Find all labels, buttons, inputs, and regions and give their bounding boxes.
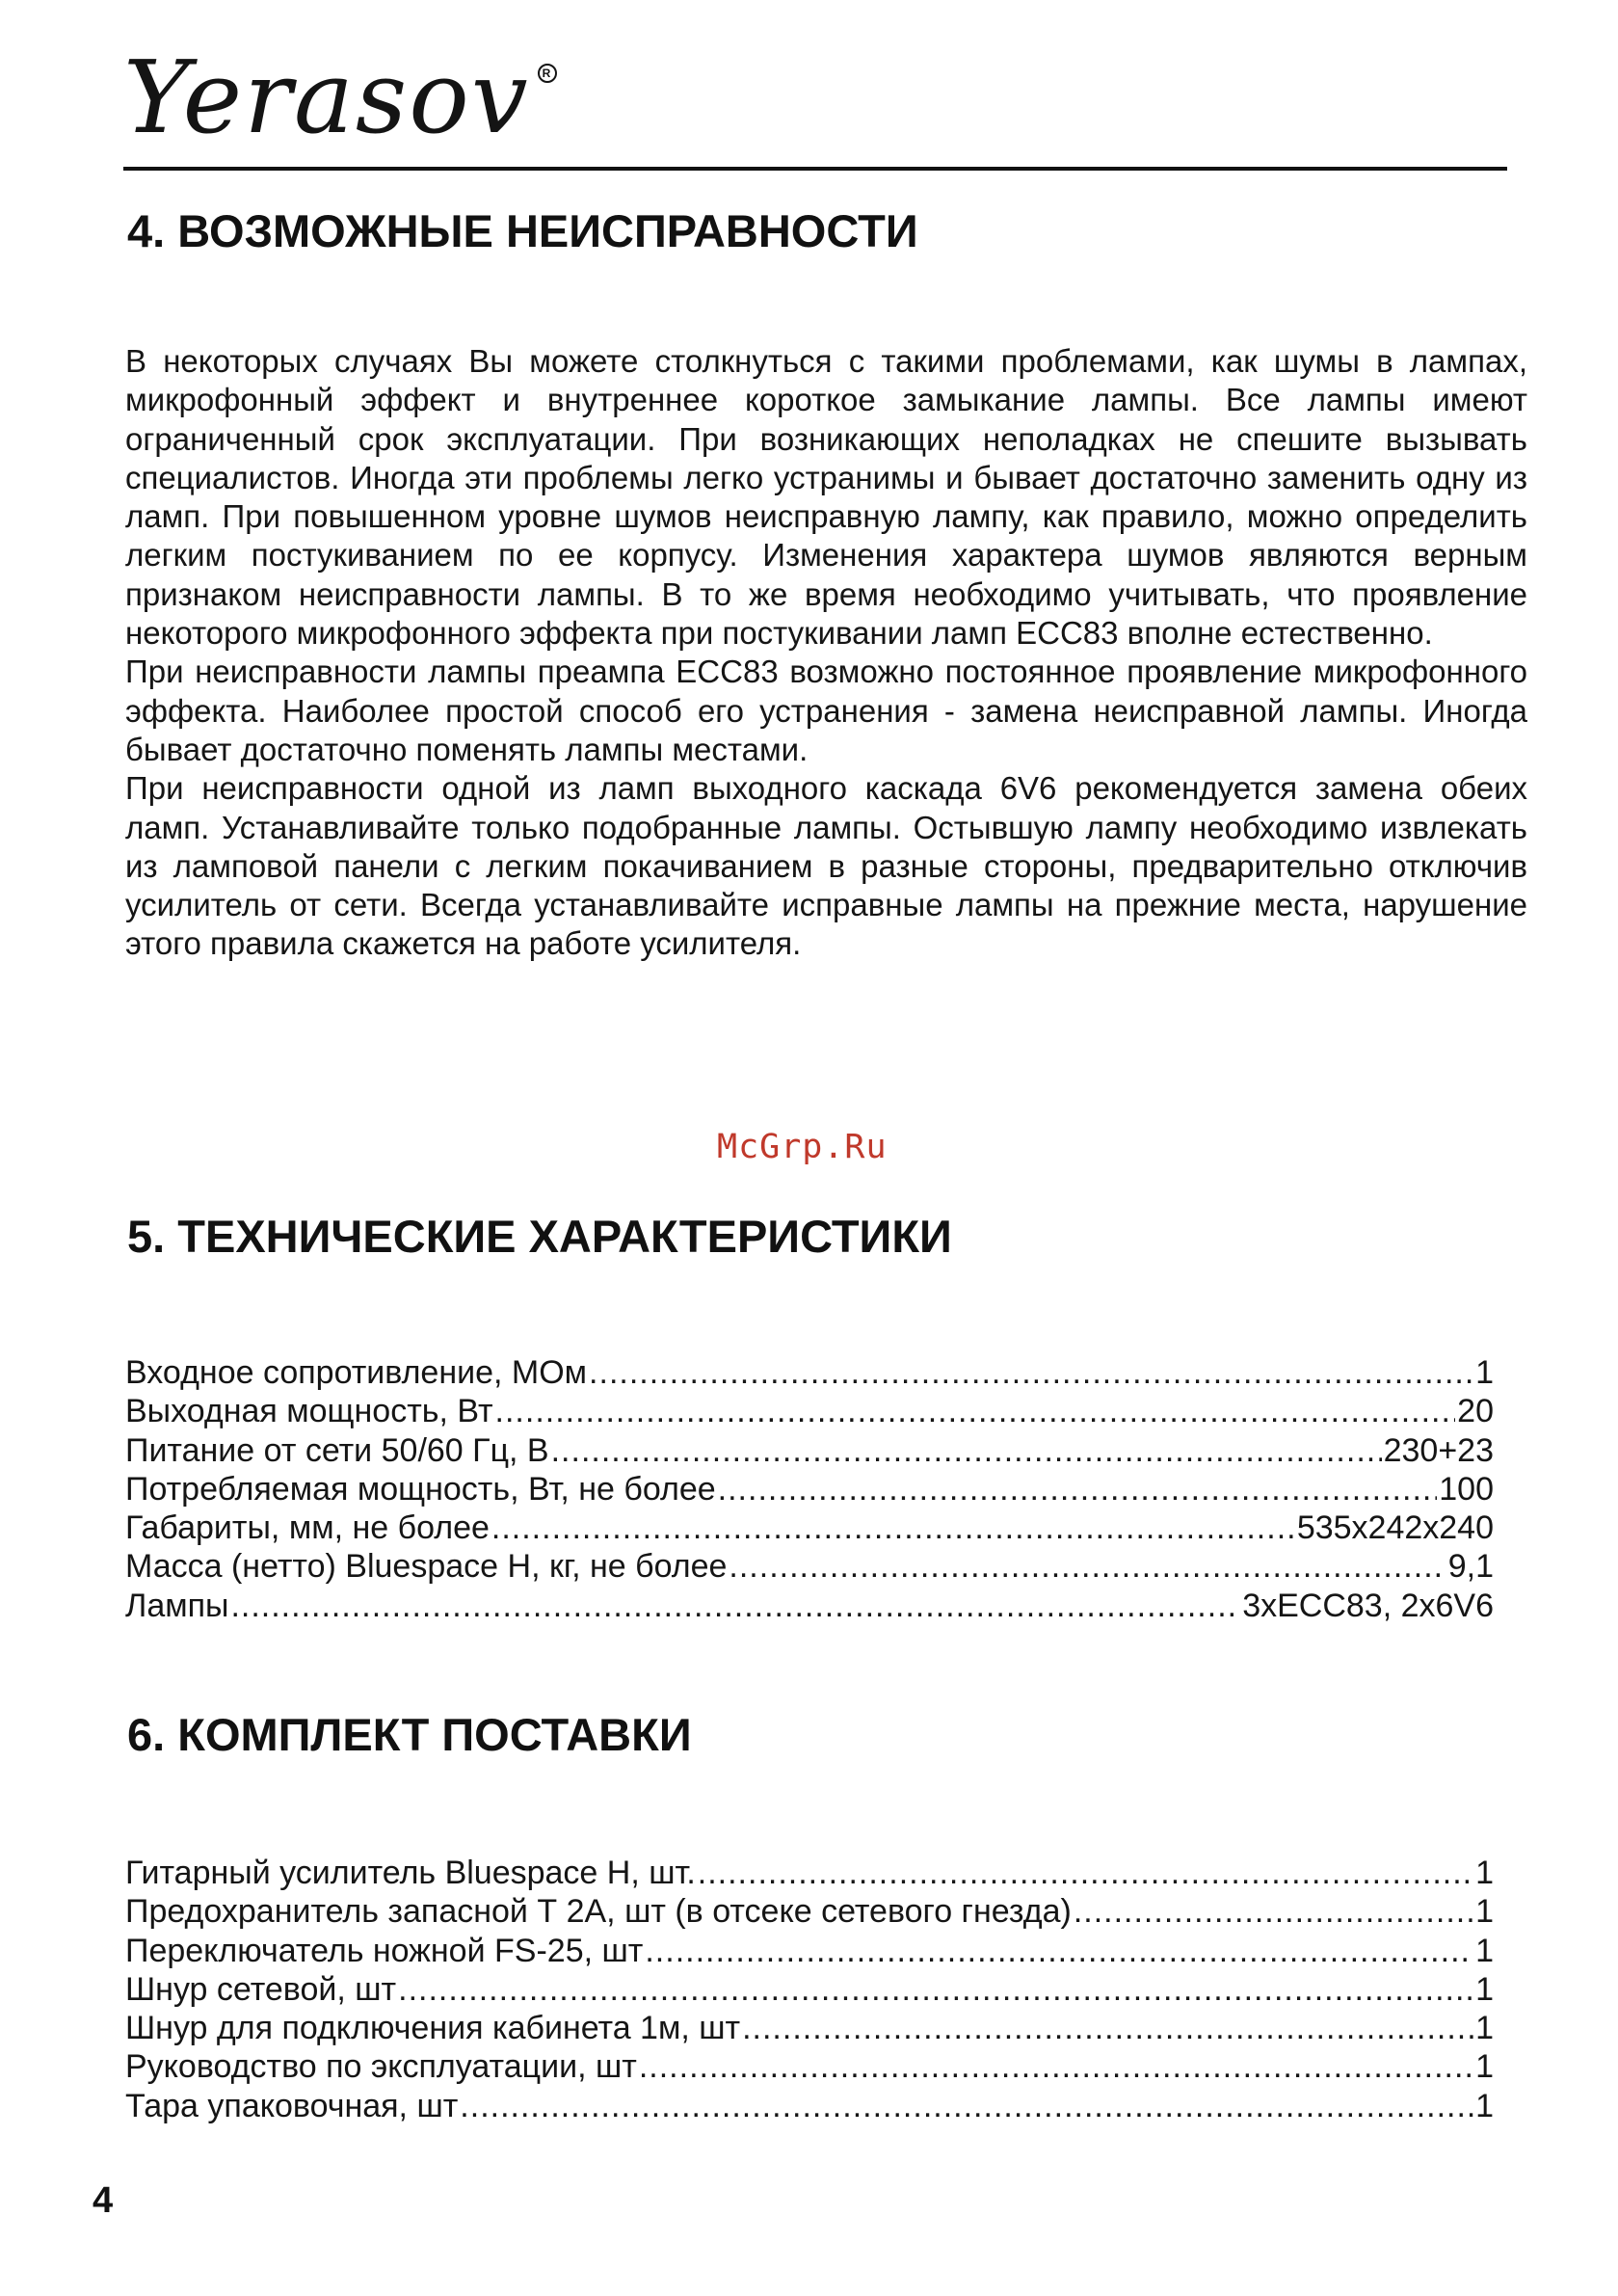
spec-row	[125, 1431, 1494, 1470]
package-row	[125, 2009, 1494, 2047]
package-qty: 1	[1475, 1893, 1494, 1931]
package-qty: 1	[1475, 2087, 1494, 2124]
spec-value: 100	[1439, 1470, 1494, 1508]
package-row	[125, 2047, 1494, 2086]
faults-paragraph: В некоторых случаях Вы можете столкнуться с такими проблемами, как шумы в лампах, микрофонный эффект и внутреннее короткое замыкание лампы. Все лампы имеют ограниченный срок эксплуатации. При возникающих неполадках не спешите вызывать специалистов. Иногда эти проблемы легко устранимы и бывает достаточно заменить одну из ламп. При повышенном уровне шумов неисправную лампу, как правило, можно определить легким постукиванием по ее корпусу. Изменения характера шумов являются верным признаком неисправности лампы. В то же время необходимо учитывать, что проявление некоторого микрофонного эффекта при постукивании ламп ЕСС83 вполне естественно.	[125, 343, 1527, 652]
dot-leader	[230, 1587, 1240, 1625]
dot-leader	[551, 1431, 1382, 1470]
section-heading-package: 6. КОМПЛЕКТ ПОСТАВКИ	[127, 1709, 692, 1760]
spec-label: Лампы	[125, 1587, 229, 1624]
package-row	[125, 1970, 1494, 2009]
faults-paragraph: При неисправности одной из ламп выходного каскада 6V6 рекомендуется замена обеих ламп. Устанавливайте только подобранные лампы. Остывшую лампу необходимо извлекать из ламповой панели с легким покачиванием в разные стороны, предварительно отключив усилитель от сети. Всегда устанавливайте исправные лампы на прежние места, нарушение этого правила скажется на работе усилителя.	[125, 770, 1527, 962]
spec-label: Потребляемая мощность, Вт, не более	[125, 1470, 716, 1508]
watermark: McGrp.Ru	[717, 1128, 888, 1166]
package-label: Переключатель ножной FS-25, шт	[125, 1932, 644, 1969]
dot-leader	[398, 1970, 1473, 2009]
dot-leader	[645, 1932, 1473, 1970]
package-list	[125, 1854, 1494, 2125]
package-row	[125, 1892, 1494, 1931]
dot-leader	[729, 1547, 1446, 1586]
dot-leader	[698, 1854, 1473, 1892]
package-qty: 1	[1475, 1932, 1494, 1969]
spec-value: 1	[1475, 1354, 1494, 1391]
spec-value: 230+23	[1383, 1431, 1494, 1469]
page-number: 4	[93, 2180, 114, 2221]
package-qty: 1	[1475, 1855, 1494, 1891]
spec-value: 9,1	[1447, 1548, 1494, 1586]
faults-body	[125, 342, 1527, 964]
dot-leader	[460, 2087, 1473, 2125]
spec-row	[125, 1470, 1494, 1508]
spec-label: Габариты, мм, не более	[125, 1509, 490, 1547]
package-row	[125, 2087, 1494, 2125]
package-row	[125, 1854, 1494, 1892]
dot-leader	[491, 1508, 1295, 1547]
package-qty: 1	[1475, 2048, 1494, 2086]
brand-logo-text: Yerasov	[123, 39, 530, 156]
package-label: Шнур сетевой, шт	[125, 1970, 397, 2008]
spec-row	[125, 1547, 1494, 1586]
spec-row	[125, 1587, 1494, 1625]
dot-leader	[742, 2009, 1473, 2047]
faults-paragraph: При неисправности лампы преампа ЕСС83 возможно постоянное проявление микрофонного эффекта. Наиболее простой способ его устранения - замена неисправной лампы. Иногда бывает достаточно поменять лампы местами.	[125, 654, 1527, 767]
package-label: Тара упаковочная, шт	[125, 2087, 459, 2124]
dot-leader	[718, 1470, 1438, 1508]
spec-label: Масса (нетто) Bluespace H, кг, не более	[125, 1548, 728, 1586]
dot-leader	[1074, 1892, 1473, 1931]
spec-value: 3xECC83, 2x6V6	[1242, 1587, 1494, 1624]
spec-value: 20	[1457, 1393, 1494, 1430]
spec-label: Выходная мощность, Вт	[125, 1393, 493, 1430]
package-qty: 1	[1475, 1970, 1494, 2008]
dot-leader	[639, 2047, 1473, 2086]
package-label: Предохранитель запасной Т 2А, шт (в отсеке сетевого гнезда)	[125, 1893, 1072, 1931]
specs-list	[125, 1353, 1494, 1625]
package-label: Гитарный усилитель Bluespace H, шт.	[125, 1855, 696, 1891]
section-heading-specs: 5. ТЕХНИЧЕСКИЕ ХАРАКТЕРИСТИКИ	[127, 1211, 952, 1262]
registered-mark-icon: R	[538, 64, 557, 83]
section-heading-faults: 4. ВОЗМОЖНЫЕ НЕИСПРАВНОСТИ	[127, 205, 918, 256]
spec-value: 535x242x240	[1296, 1509, 1494, 1547]
package-qty: 1	[1475, 2010, 1494, 2047]
spec-row	[125, 1392, 1494, 1430]
spec-row	[125, 1353, 1494, 1392]
spec-row	[125, 1508, 1494, 1547]
package-label: Руководство по эксплуатации, шт	[125, 2048, 637, 2086]
spec-label: Питание от сети 50/60 Гц, В	[125, 1431, 549, 1469]
header-divider	[123, 167, 1507, 171]
dot-leader	[589, 1353, 1473, 1392]
package-row	[125, 1932, 1494, 1970]
brand-logo	[123, 39, 553, 156]
spec-label: Входное сопротивление, МОм	[125, 1354, 588, 1391]
dot-leader	[495, 1392, 1456, 1430]
package-label: Шнур для подключения кабинета 1м, шт	[125, 2010, 741, 2047]
